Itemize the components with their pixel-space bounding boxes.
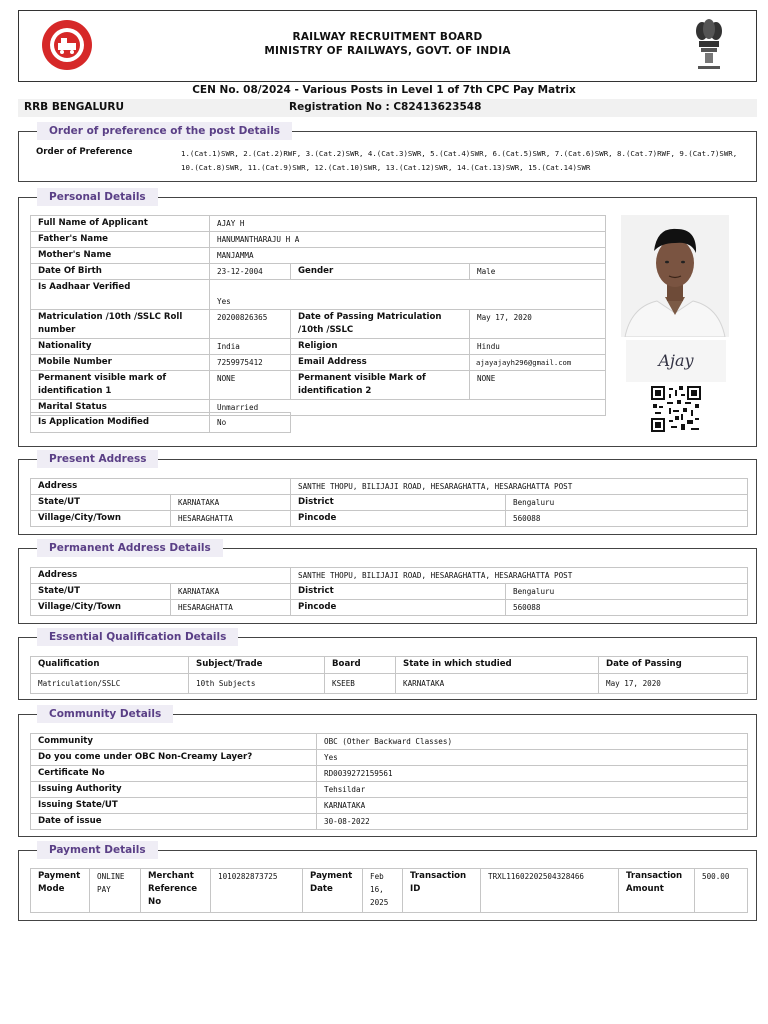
permanent-address-title: Permanent Address Details xyxy=(37,539,223,557)
national-emblem-icon xyxy=(692,17,726,75)
qualification-cell: Matriculation/SSLC xyxy=(31,674,189,694)
applicant-photo xyxy=(621,215,729,337)
table-row xyxy=(31,232,606,248)
rrb-zone: RRB BENGALURU xyxy=(24,101,124,113)
dob-value: 23-12-2004 xyxy=(210,264,291,280)
aadhaar-value: Yes xyxy=(210,280,606,310)
mark1-value: NONE xyxy=(210,371,291,400)
nationality-value: India xyxy=(210,339,291,355)
qr-code-icon xyxy=(651,386,701,432)
mother-name-label: Mother's Name xyxy=(31,248,210,264)
table-row xyxy=(31,657,748,674)
payment-date-label: Payment Date xyxy=(303,869,363,913)
qualification-title: Essential Qualification Details xyxy=(37,628,238,646)
transaction-amount-value: 500.00 xyxy=(695,869,748,913)
mobile-label: Mobile Number xyxy=(31,355,210,371)
payment-title: Payment Details xyxy=(37,841,158,859)
present-village-value: HESARAGHATTA xyxy=(171,511,291,527)
transaction-id-value: TRXL11602202504328466 xyxy=(481,869,619,913)
father-name-value: HANUMANTHARAJU H A xyxy=(210,232,606,248)
table-row xyxy=(31,339,606,355)
cen-line: CEN No. 08/2024 - Various Posts in Level 1 of 7th CPC Pay Matrix xyxy=(192,84,576,96)
mobile-value: 7259975412 xyxy=(210,355,291,371)
community-value: OBC (Other Backward Classes) xyxy=(317,734,748,750)
state-cell: KARNATAKA xyxy=(396,674,599,694)
table-row xyxy=(31,511,748,527)
permanent-address-label: Address xyxy=(31,568,291,584)
passing-date-header: Date of Passing xyxy=(599,657,748,674)
email-label: Email Address xyxy=(291,355,470,371)
permanent-district-label: District xyxy=(291,584,506,600)
modified-table xyxy=(30,412,291,433)
permanent-address-table xyxy=(30,567,748,616)
non-creamy-value: Yes xyxy=(317,750,748,766)
mother-name-value: MANJAMMA xyxy=(210,248,606,264)
qualification-header: Qualification xyxy=(31,657,189,674)
passing-date-cell: May 17, 2020 xyxy=(599,674,748,694)
table-row xyxy=(31,869,748,913)
full-name-value: AJAY H xyxy=(210,216,606,232)
applicant-signature xyxy=(626,340,726,382)
preference-section-title: Order of preference of the post Details xyxy=(37,122,292,140)
email-value: ajayajayh296@gmail.com xyxy=(470,355,606,371)
present-state-value: KARNATAKA xyxy=(171,495,291,511)
present-address-section xyxy=(18,453,757,535)
preference-label: Order of Preference xyxy=(36,147,133,157)
table-row xyxy=(31,216,606,232)
payment-mode-value: ONLINE PAY xyxy=(90,869,141,913)
certificate-value: RD0039272159561 xyxy=(317,766,748,782)
payment-section xyxy=(18,844,757,921)
marital-value: Unmarried xyxy=(210,400,606,416)
community-label: Community xyxy=(31,734,317,750)
mark2-value: NONE xyxy=(470,371,606,400)
table-row xyxy=(31,600,748,616)
religion-value: Hindu xyxy=(470,339,606,355)
roll-number-label: Matriculation /10th /SSLC Roll number xyxy=(31,310,210,339)
aadhaar-label: Is Aadhaar Verified xyxy=(31,280,210,310)
table-row xyxy=(31,310,606,339)
payment-table xyxy=(30,868,748,913)
gender-value: Male xyxy=(470,264,606,280)
issue-date-value: 30-08-2022 xyxy=(317,814,748,830)
transaction-amount-label: Transaction Amount xyxy=(619,869,695,913)
table-row xyxy=(31,734,748,750)
modified-label: Is Application Modified xyxy=(31,413,210,433)
present-pincode-value: 560088 xyxy=(506,511,748,527)
qualification-section xyxy=(18,631,757,700)
present-pincode-label: Pincode xyxy=(291,511,506,527)
roll-number-value: 20200826365 xyxy=(210,310,291,339)
payment-mode-label: Payment Mode xyxy=(31,869,90,913)
present-address-table xyxy=(30,478,748,527)
marital-label: Marital Status xyxy=(31,400,210,416)
gender-label: Gender xyxy=(291,264,470,280)
issue-date-label: Date of issue xyxy=(31,814,317,830)
registration-number: Registration No : C82413623548 xyxy=(289,101,482,113)
permanent-village-value: HESARAGHATTA xyxy=(171,600,291,616)
qualification-table xyxy=(30,656,748,694)
merchant-ref-value: 1010282873725 xyxy=(211,869,303,913)
board-header: Board xyxy=(325,657,396,674)
table-row xyxy=(31,750,748,766)
table-row xyxy=(31,413,291,433)
permanent-pincode-value: 560088 xyxy=(506,600,748,616)
table-row xyxy=(31,568,748,584)
permanent-state-value: KARNATAKA xyxy=(171,584,291,600)
religion-label: Religion xyxy=(291,339,470,355)
personal-details-section xyxy=(18,191,757,447)
present-state-label: State/UT xyxy=(31,495,171,511)
preference-value: 1.(Cat.1)SWR, 2.(Cat.2)RWF, 3.(Cat.2)SWR, 4.(Cat.3)SWR, 5.(Cat.4)SWR, 6.(Cat.5)SWR, 7.(Cat.6)SWR, 8.(Cat.7)RWF, 9.(Cat.7)SWR, 10.(Cat.8)SWR, 11.(Cat.9)SWR, 12.(Cat.10)SWR, 13.(Cat.12)SWR, 14.(Cat.13)SWR, 15.(Cat.14)SWR xyxy=(181,149,738,172)
issuing-state-value: KARNATAKA xyxy=(317,798,748,814)
table-row xyxy=(31,371,606,400)
mark1-label: Permanent visible mark of identification 1 xyxy=(31,371,210,400)
table-row xyxy=(31,248,606,264)
merchant-ref-label: Merchant Reference No xyxy=(141,869,211,913)
table-row xyxy=(31,479,748,495)
passing-date-label: Date of Passing Matriculation /10th /SSLC xyxy=(291,310,470,339)
personal-details-title: Personal Details xyxy=(37,188,158,206)
nationality-label: Nationality xyxy=(31,339,210,355)
payment-date-value: Feb 16, 2025 xyxy=(363,869,403,913)
table-row xyxy=(31,674,748,694)
table-row xyxy=(31,782,748,798)
passing-date-value: May 17, 2020 xyxy=(470,310,606,339)
community-title: Community Details xyxy=(37,705,173,723)
present-district-value: Bengaluru xyxy=(506,495,748,511)
present-address-title: Present Address xyxy=(37,450,158,468)
permanent-address-value: SANTHE THOPU, BILIJAJI ROAD, HESARAGHATTA, HESARAGHATTA POST xyxy=(291,568,748,584)
present-district-label: District xyxy=(291,495,506,511)
present-village-label: Village/City/Town xyxy=(31,511,171,527)
present-address-label: Address xyxy=(31,479,291,495)
father-name-label: Father's Name xyxy=(31,232,210,248)
preference-section xyxy=(18,125,757,182)
certificate-label: Certificate No xyxy=(31,766,317,782)
present-address-value: SANTHE THOPU, BILIJAJI ROAD, HESARAGHATTA, HESARAGHATTA POST xyxy=(291,479,748,495)
state-header: State in which studied xyxy=(396,657,599,674)
board-title: RAILWAY RECRUITMENT BOARD xyxy=(292,31,483,43)
issuing-authority-label: Issuing Authority xyxy=(31,782,317,798)
table-row xyxy=(31,264,606,280)
dob-label: Date Of Birth xyxy=(31,264,210,280)
document-header xyxy=(18,10,757,82)
permanent-address-section xyxy=(18,542,757,624)
table-row xyxy=(31,280,606,310)
personal-details-table xyxy=(30,215,606,416)
signature-text: Ajay xyxy=(658,351,694,370)
permanent-village-label: Village/City/Town xyxy=(31,600,171,616)
issuing-authority-value: Tehsildar xyxy=(317,782,748,798)
non-creamy-label: Do you come under OBC Non-Creamy Layer? xyxy=(31,750,317,766)
table-row xyxy=(31,495,748,511)
table-row xyxy=(31,814,748,830)
permanent-district-value: Bengaluru xyxy=(506,584,748,600)
permanent-state-label: State/UT xyxy=(31,584,171,600)
community-table xyxy=(30,733,748,830)
table-row xyxy=(31,584,748,600)
table-row xyxy=(31,355,606,371)
board-cell: KSEEB xyxy=(325,674,396,694)
transaction-id-label: Transaction ID xyxy=(403,869,481,913)
community-section xyxy=(18,708,757,837)
subject-cell: 10th Subjects xyxy=(189,674,325,694)
modified-value: No xyxy=(210,413,291,433)
ministry-title: MINISTRY OF RAILWAYS, GOVT. OF INDIA xyxy=(264,45,511,57)
table-row xyxy=(31,766,748,782)
mark2-label: Permanent visible Mark of identification 2 xyxy=(291,371,470,400)
rrb-bar xyxy=(18,99,757,117)
table-row xyxy=(31,798,748,814)
issuing-state-label: Issuing State/UT xyxy=(31,798,317,814)
full-name-label: Full Name of Applicant xyxy=(31,216,210,232)
subject-header: Subject/Trade xyxy=(189,657,325,674)
permanent-pincode-label: Pincode xyxy=(291,600,506,616)
